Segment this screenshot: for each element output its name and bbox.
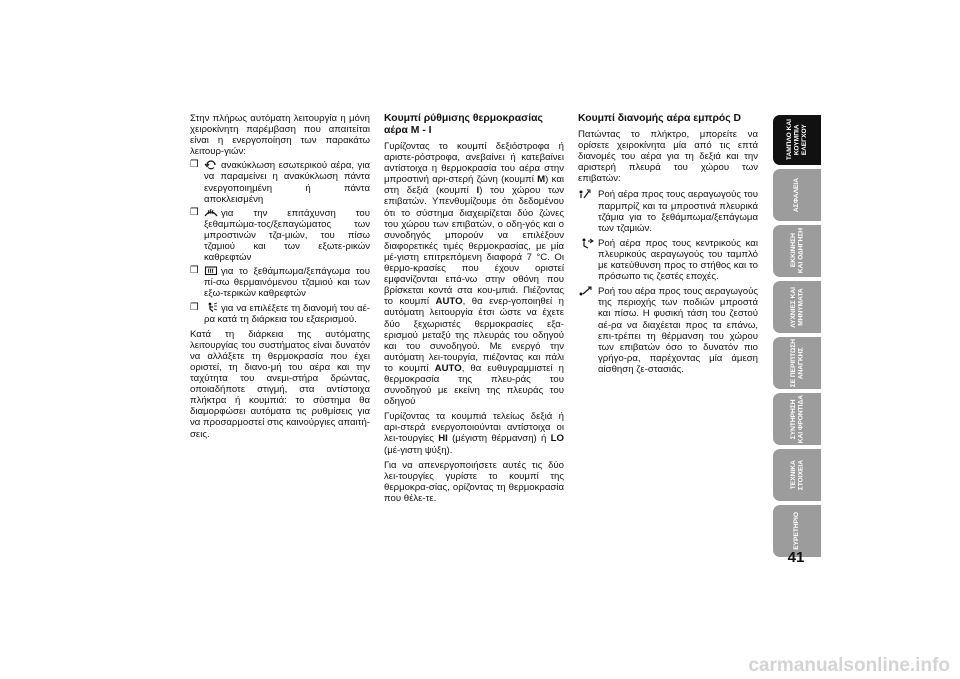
item-text: για να επιλέξετε τη διανομή του αέ-ρα κατά τη διάρκεια του εξαερισμού. bbox=[204, 302, 370, 325]
text-run: Γυρίζοντας τα κουμπιά τελείως δεξιά ή αρι-στερά ενεργοποιούνται αντίστοιχα οι λει-τουργίες bbox=[384, 411, 564, 445]
heading-line-1: Κουμπί ρύθμισης θερμοκρασίας bbox=[384, 113, 543, 124]
item-text: Ροή αέρα προς τους κεντρικούς και πλευρικούς αεραγωγούς του ταμπλό με κατεύθυνση προς το στήθος και το πρόσωπο τις ζεστές εποχές. bbox=[598, 237, 758, 283]
tab-dashboard-controls[interactable] bbox=[773, 115, 821, 165]
item-text: Ροή του αέρα προς τους αεραγωγούς της περιοχής των ποδιών μπροστά και πίσω. Η φυσική τάση του ζεστού αέ-ρα να διαχέεται προς τα επάνω, επι-τρέπει τη θέρμανση του χώρου των επιβατών όσο το δυνατόν πιο γρήγο-ρα, παρέχοντας μία άμεση αίσθηση ζε-στασιάς. bbox=[598, 286, 758, 375]
text-run-bold: AUTO bbox=[434, 362, 462, 374]
page-number: 41 bbox=[787, 549, 805, 566]
list-item bbox=[578, 286, 758, 375]
list-item bbox=[190, 302, 370, 325]
tab-label: ΤΑΜΠΛΟ ΚΑΙ ΚΟΥΜΠΙΑ ΕΛΕΓΧΟΥ bbox=[785, 119, 808, 161]
tab-maintenance[interactable] bbox=[773, 393, 821, 445]
body-paragraph: Κατά τη διάρκεια της αυτόματης λειτουργίας του συστήματος είναι δυνατόν να αλλάξετε τη θερμοκρασία που έχει οριστεί, τη διανο-μή του αέρα και την ταχύτητα του ανεμι-στήρα δρώντας, οποιαδήποτε στιγμή, στα αντίστοιχα πλήκτρα ή κουμπιά: το σύστημα θα διαμορφώσει αυτόματα τις ρυθμίσεις για να προσαρμοστεί στις καινούργιες απαιτή-σεις. bbox=[190, 328, 370, 440]
airflow-feet-icon bbox=[578, 286, 594, 297]
watermark: carmanualsonline.info bbox=[748, 655, 950, 676]
text-run: , θα ενερ-γοποιηθεί η αυτόματη λειτουργία έτσι ώστε να έχετε δύο ξεχωριστές θερμοκρασίες εξα-ερισμού μεταξύ της πλευράς του οδηγού και του συνοδηγού. Με ενεργό την αυτόματη λει-τουργία, πιέζοντας και πάλι το κουμπί bbox=[384, 296, 564, 374]
tab-label: ΣΥΝΤΗΡΗΣΗ ΚΑΙ ΦΡΟΝΤΙΔΑ bbox=[789, 394, 804, 444]
tab-label: ΤΕΧΝΙΚΑ ΣΤΟΙΧΕΙΑ bbox=[789, 459, 804, 491]
recirculation-icon bbox=[204, 159, 218, 170]
tab-safety[interactable] bbox=[773, 169, 821, 221]
heading-line-2: αέρα M - I bbox=[384, 125, 432, 136]
text-run: (μέγιστη θέρμανση) ή bbox=[447, 433, 551, 445]
list-item bbox=[190, 265, 370, 299]
item-text: ανακύκλωση εσωτερικού αέρα, για να παραμείνει η ανακύκλωση πάντα ενεργοποιημένη ή πάντα αποκλεισμένη bbox=[204, 160, 370, 205]
tab-label: ΕΥΡΕΤΗΡΙΟ bbox=[793, 512, 801, 550]
tab-warning-lights[interactable] bbox=[773, 281, 821, 333]
section-heading bbox=[384, 113, 564, 137]
front-defrost-icon bbox=[204, 207, 218, 218]
body-paragraph: Για να απενεργοποιήσετε αυτές τις δύο λει-τουργίες γυρίστε το κουμπί της θερμοκρα-σίας, ορίζοντας τη θερμοκρασία που θέλε-τε. bbox=[384, 459, 564, 504]
text-column-2 bbox=[384, 113, 564, 506]
airflow-dashboard-icon bbox=[578, 238, 594, 249]
airflow-windscreen-icon bbox=[578, 189, 594, 200]
air-distribution-icon bbox=[204, 302, 218, 313]
tab-starting-driving[interactable] bbox=[773, 225, 821, 277]
checkbox-bullet: ❒ bbox=[190, 301, 199, 313]
checkbox-bullet: ❒ bbox=[190, 206, 199, 218]
tab-label: ΑΣΦΑΛΕΙΑ bbox=[793, 177, 801, 213]
list-item bbox=[578, 238, 758, 282]
intro-paragraph: Στην πλήρως αυτόματη λειτουργία η μόνη χειροκίνητη παρέμβαση που απαιτείται είναι η ενεργοποίηση των παρακάτω λειτουρ-γιών: bbox=[190, 113, 370, 158]
body-paragraph bbox=[384, 411, 564, 455]
text-column-3 bbox=[578, 113, 758, 379]
tab-emergency[interactable] bbox=[773, 337, 821, 389]
text-run: , θα ευθυγραμμιστεί η θερμοκρασία της πλευ-ράς του συνοδηγού με εκείνη της πλευράς του οδηγού bbox=[384, 362, 564, 408]
list-item bbox=[190, 207, 370, 263]
tab-label: ΕΚΚΙΝΗΣΗ ΚΑΙ ΟΔΗΓΗΣΗ bbox=[789, 228, 804, 274]
item-text: για το ξεθάμπωμα/ξεπάγωμα του πί-σω θερμαινόμενου τζαμιού και των εξω-τερικών καθρεφτών bbox=[204, 266, 370, 300]
item-text: Ροή αέρα προς τους αεραγωγούς του παρμπρίζ και τα μπροστινά πλευρικά τζάμια για το ξεθάμπωμα/ξεπάγωμα των τζαμιών. bbox=[598, 189, 758, 234]
body-paragraph bbox=[384, 141, 564, 407]
checkbox-bullet: ❒ bbox=[190, 159, 199, 171]
rear-defrost-icon bbox=[204, 265, 218, 276]
text-run: ) του χώρου των επιβατών. Υπενθυμίζουμε ότι δεδομένου ότι το σύστημα διαχειρίζεται δύο ζώνες του χώρου των επιβατών, ο οδη-γός και ο συνοδηγός μπορούν να επιλέξουν διαφορετικές τιμές θερμοκρασίας, με μία μέ-γιστη επιτρεπόμενη διαφορά 7 °C. Οι θερμο-κρασίες που έχουν οριστεί εμφανίζονται επά-νω στην οθόνη που βρίσκεται κοντά στα κου-μπιά. Πιέζοντας το κουμπί bbox=[384, 185, 564, 308]
text-run-bold: AUTO bbox=[435, 296, 463, 308]
section-heading: Κουμπί διανομής αέρα εμπρός D bbox=[578, 113, 742, 124]
tab-label: ΛΥΧΝΙΕΣ ΚΑΙ ΜΗΝΥΜΑΤΑ bbox=[789, 286, 804, 328]
tab-label: ΣΕ ΠΕΡΙΠΤΩΣΗ ΑΝΑΓΚΗΣ bbox=[789, 338, 804, 388]
list-item bbox=[578, 189, 758, 233]
text-run-bold: M bbox=[537, 174, 546, 186]
text-run: Γυρίζοντας το κουμπί δεξιόστροφα ή αριστε-ρόστροφα, ανεβαίνει ή κατεβαίνει αντίστοιχα η θερμοκρασία του αέρα στην μπροστινή αρι-στερή ζώνη (κουμπί bbox=[384, 141, 564, 186]
text-run: ) και στη δεξιά (κουμπί bbox=[384, 174, 565, 197]
text-run-bold: LO bbox=[550, 433, 564, 445]
checkbox-bullet: ❒ bbox=[190, 265, 199, 277]
tab-technical-data[interactable] bbox=[773, 449, 821, 501]
list-item bbox=[190, 159, 370, 204]
intro-paragraph: Πατώντας το πλήκτρο, μπορείτε να ορίσετε χειροκίνητα μία από τις επτά διανομές του αέρα για τη δεξιά και την αριστερή πλευρά του χώρου των επιβατών: bbox=[578, 129, 758, 185]
item-text: για την επιτάχυνση του ξεθαμπώμα-τος/ξεπαγώματος των μπροστινών τζα-μιών, του πίσω τζαμιού και των εξωτε-ρικών καθρεφτών bbox=[204, 207, 370, 264]
text-run-bold: HI bbox=[438, 433, 448, 445]
text-run: (μέ-γιστη ψύξη). bbox=[384, 444, 453, 456]
text-run-bold: I bbox=[476, 185, 480, 197]
text-column-1 bbox=[190, 113, 370, 442]
